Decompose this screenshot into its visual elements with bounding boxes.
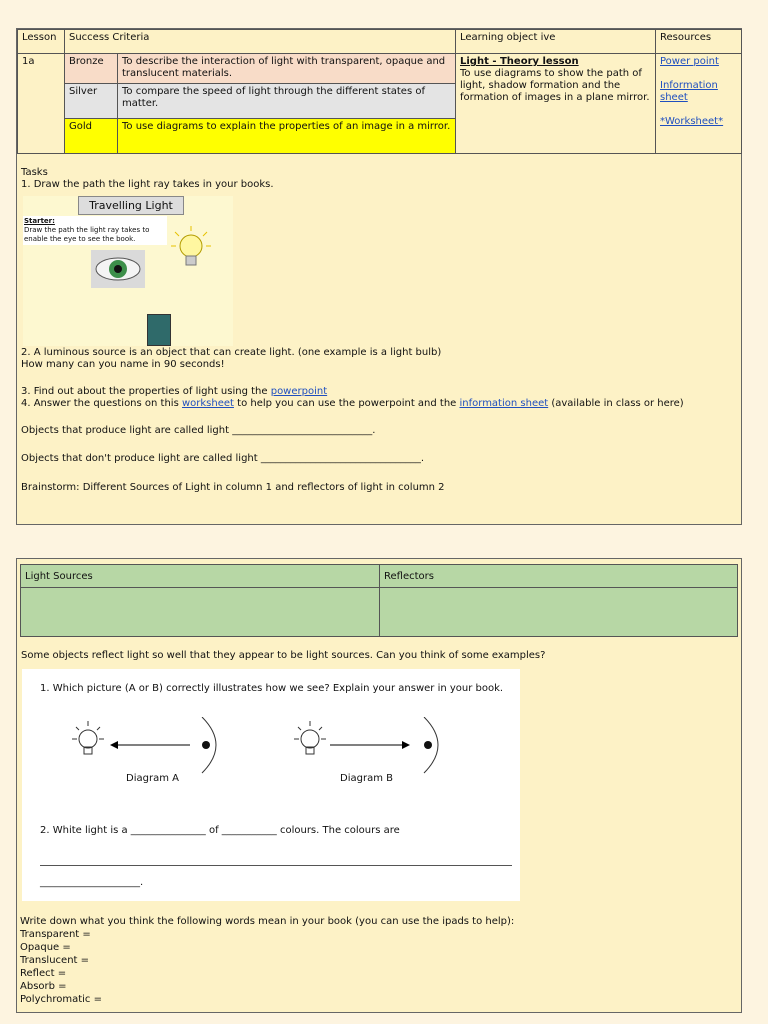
eye-image: [91, 250, 145, 288]
light-sources-cell[interactable]: [21, 588, 380, 637]
starter-title: Travelling Light: [78, 196, 184, 215]
gold-label: Gold: [65, 119, 118, 154]
diagram-b-label: Diagram B: [340, 773, 393, 784]
light-sources-header: Light Sources: [21, 565, 380, 588]
learning-objective: [456, 54, 656, 154]
reflect-question: Some objects reflect light so well that they appear to be light sources. Can you think of some examples?: [21, 650, 546, 661]
diagram-a: [70, 717, 240, 777]
task-3-text: 3. Find out about the properties of light using the: [21, 386, 271, 397]
starter-image: [23, 196, 233, 346]
worksheet-link[interactable]: worksheet: [181, 398, 234, 409]
task-2: [21, 347, 441, 371]
quiz-question-1: 1. Which picture (A or B) correctly illustrates how we see? Explain your answer in your book.: [40, 683, 504, 694]
objective-title: Light - Theory lesson: [460, 56, 579, 67]
reflectors-cell[interactable]: [380, 588, 738, 637]
lesson-plan-page: [16, 28, 742, 525]
resources-list: [656, 54, 742, 154]
word-reflect: Reflect =: [20, 968, 67, 979]
task-3: [21, 386, 327, 398]
vocabulary-section: [20, 915, 514, 1006]
header-resources: Resources: [656, 30, 742, 54]
task-4-end: (available in class or here): [548, 398, 684, 409]
word-absorb: Absorb =: [20, 981, 67, 992]
bronze-criteria: To describe the interaction of light with transparent, opaque and translucent materials.: [118, 54, 456, 84]
word-translucent: Translucent =: [20, 955, 90, 966]
header-learning-objective: Learning object ive: [456, 30, 656, 54]
diagram-a-label: Diagram A: [126, 773, 179, 784]
tasks-heading: Tasks: [21, 167, 48, 178]
reflectors-header: Reflectors: [380, 565, 738, 588]
starter-text: Draw the path the light ray takes to enable the eye to see the book.: [24, 226, 150, 243]
lesson-id: 1a: [18, 54, 65, 154]
lesson-table: [17, 29, 742, 154]
silver-label: Silver: [65, 84, 118, 119]
quiz-image: [22, 669, 520, 901]
diagram-b: [292, 717, 462, 777]
task-4: [21, 398, 684, 410]
task-2-prompt: How many can you name in 90 seconds!: [21, 359, 225, 370]
vocabulary-intro: Write down what you think the following words mean in your book (you can use the ipads to help):: [20, 916, 515, 927]
powerpoint-link[interactable]: powerpoint: [270, 386, 328, 397]
gold-criteria: To use diagrams to explain the properties of an image in a mirror.: [118, 119, 456, 154]
silver-criteria: To compare the speed of light through the different states of matter.: [118, 84, 456, 119]
starter-note: [23, 216, 167, 245]
light-bulb-icon: [171, 226, 211, 272]
information-sheet-link[interactable]: information sheet: [459, 398, 549, 409]
brainstorm-instruction: Brainstorm: Different Sources of Light in column 1 and reflectors of light in column 2: [21, 482, 445, 493]
resource-information-sheet-link[interactable]: Information sheet: [660, 80, 718, 103]
header-success-criteria: Success Criteria: [65, 30, 456, 54]
objective-text: To use diagrams to show the path of light, shadow formation and the formation of images in a plane mirror.: [460, 68, 650, 103]
quiz-question-2: 2. White light is a _______________ of ___________ colours. The colours are: [40, 825, 400, 836]
task-4-text: 4. Answer the questions on this: [21, 398, 182, 409]
resource-powerpoint-link[interactable]: Power point: [660, 56, 719, 67]
page-gap: [0, 538, 768, 548]
bronze-label: Bronze: [65, 54, 118, 84]
answer-line-end: ____________________.: [40, 877, 144, 888]
book-image: [147, 314, 171, 346]
fill-in-light-sources: Objects that produce light are called light ____________________________.: [21, 425, 376, 436]
answer-line: [40, 865, 512, 866]
starter-label: Starter:: [24, 217, 55, 225]
resource-worksheet-link[interactable]: *Worksheet*: [660, 116, 724, 127]
header-lesson: Lesson: [18, 30, 65, 54]
task-4-middle: to help you can use the powerpoint and the: [233, 398, 460, 409]
word-transparent: Transparent =: [20, 929, 91, 940]
task-1: 1. Draw the path the light ray takes in your books.: [21, 179, 274, 190]
sources-reflectors-table: [20, 564, 738, 637]
worksheet-page: [16, 558, 742, 1013]
word-opaque: Opaque =: [20, 942, 71, 953]
fill-in-non-luminous: Objects that don't produce light are called light ________________________________.: [21, 453, 425, 464]
task-2-text: 2. A luminous source is an object that can create light. (one example is a light bulb): [21, 347, 442, 358]
word-polychromatic: Polychromatic =: [20, 994, 102, 1005]
tasks-section: [21, 167, 736, 191]
